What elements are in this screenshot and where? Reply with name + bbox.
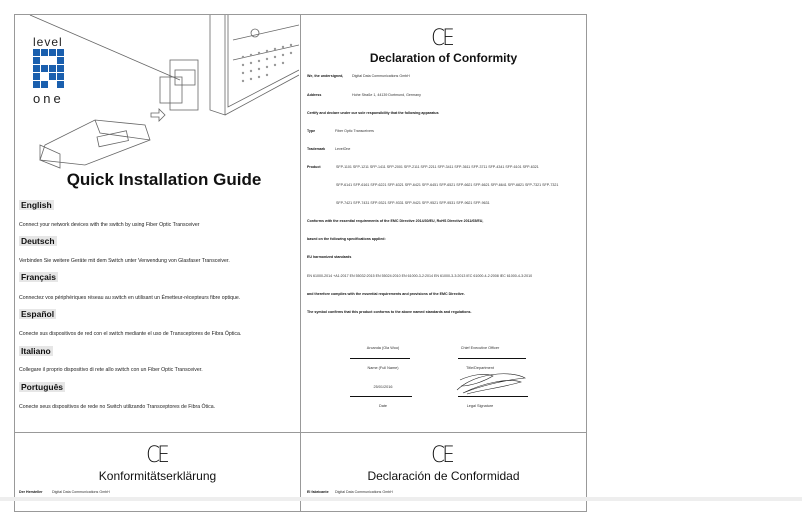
product-line: SFP-6141 SFP-6161 SFP-6221 SFP-6321 SFP-6421 SFP-6451 SFP-6521 SFP-6621 SFP-6621 SFP-6641 SFP-6821 SFP-7321 SFP-7321 bbox=[336, 183, 559, 187]
section-text-portugues: Conecte seus dispositivos de rede no Switch utilizando Transceptores de Fibra Ótica. bbox=[19, 404, 216, 410]
signature-line bbox=[458, 396, 528, 397]
legal-signature-caption: Legal Signature bbox=[466, 404, 494, 408]
type-value: Fiber Optic Transceivers bbox=[335, 129, 374, 133]
section-heading-portugues: Português bbox=[21, 382, 64, 392]
product-label: Product bbox=[307, 165, 321, 169]
conforms-text: Conforms with the essential requirements of the EMC Directive 2014/30/EU, RoHS Directive 2011/65/EU, bbox=[307, 219, 484, 223]
signature-line bbox=[350, 396, 412, 397]
handwritten-signature bbox=[455, 368, 530, 396]
type-label: Type bbox=[307, 129, 316, 133]
ce-mark: CE bbox=[146, 443, 168, 468]
declaration-title: Declaration of Conformity bbox=[369, 51, 518, 65]
hersteller-value: Digital Data Communications GmbH bbox=[52, 490, 110, 494]
logo-grid bbox=[33, 49, 65, 91]
section-text-english: Connect your network devices with the switch by using Fiber Optic Transceiver bbox=[19, 222, 200, 228]
section-text-deutsch: Verbinden Sie weitere Geräte mit dem Switch unter Verwendung von Glasfaser Transceiver. bbox=[19, 258, 230, 264]
konformitaet-title: Konformitätserklärung bbox=[98, 469, 217, 483]
address-label: Address bbox=[307, 93, 322, 97]
date-value: 25/01/2016 bbox=[373, 385, 393, 389]
hersteller-label: Der Hersteller bbox=[19, 490, 43, 494]
section-heading-italiano: Italiano bbox=[21, 346, 51, 356]
section-heading-deutsch: Deutsch bbox=[21, 236, 55, 246]
standards-text: EN 61000-2014 +A1:2017 EN 55032:2015 EN 55024:2010 EN 61000-3-2:2014 EN 61000-3-3:2013 IEC 61000-4-2:2008 IEC 61000-4-3:2010 bbox=[307, 274, 533, 278]
signature-line bbox=[350, 358, 410, 359]
we-value: Digital Data Communications GmbH bbox=[352, 74, 410, 78]
we-label: We, the undersigned, bbox=[307, 74, 344, 78]
section-text-italiano: Collegare il proprio dispositivo di rete allo switch con un Fiber Optic Transceiver. bbox=[19, 367, 203, 373]
section-text-espanol: Conecte sus dispositivos de red con el switch mediante el uso de Transceptores de Fibra Óptica. bbox=[19, 331, 242, 337]
date-caption: Date bbox=[378, 404, 388, 408]
bottom-gray-strip bbox=[0, 497, 802, 501]
title-value: Chief Executive Officer bbox=[460, 346, 500, 350]
trademark-value: LevelOne bbox=[335, 147, 351, 151]
therefore-text: and therefore complies with the essential requirements and provisions of the EMC Directive. bbox=[307, 292, 465, 296]
eu-harmonized-label: EU harmonized standards bbox=[307, 255, 352, 259]
logo-text-level: level bbox=[33, 35, 63, 49]
trademark-label: Trademark bbox=[307, 147, 326, 151]
ce-mark: CE bbox=[431, 443, 453, 468]
signature-line bbox=[458, 358, 526, 359]
symbol-text: The symbol confirms that this product conforms to the above named standards and regulations. bbox=[307, 310, 472, 314]
section-heading-francais: Français bbox=[21, 272, 56, 282]
guide-title: Quick Installation Guide bbox=[66, 170, 262, 189]
section-heading-espanol: Español bbox=[21, 309, 55, 319]
address-value: Hohe Straße 1, 44139 Dortmund, Germany bbox=[352, 93, 421, 97]
section-text-francais: Connectez vos périphériques réseau au switch en utilisant un Émetteur-récepteurs fibre optique. bbox=[19, 295, 241, 301]
title-caption: Title/Department bbox=[466, 366, 494, 370]
declaracion-title: Declaración de Conformidad bbox=[367, 469, 520, 483]
fabricante-value: Digital Data Communications GmbH bbox=[335, 490, 393, 494]
fabricante-label: El fabricante bbox=[307, 490, 329, 494]
logo-text-one: one bbox=[33, 91, 64, 106]
based-on-text: based on the following specifications applied: bbox=[307, 237, 386, 241]
certify-text: Certify and declare under our sole responsibility that the following apparatus bbox=[307, 111, 439, 115]
ce-mark: CE bbox=[431, 26, 453, 51]
product-line: SFP-7421 SFP-7431 SFP-9321 SFP-9331 SFP-9421 SFP-9521 SFP-9531 SFP-9621 SFP-9631 bbox=[336, 201, 490, 205]
product-line: SFP-1101 SFP-1211 SFP-1411 SFP-2001 SFP-2111 SFP-2211 SFP-3411 SFP-3611 SFP-3711 SFP-4341 SFP-6101 SFP-6321 bbox=[336, 165, 539, 169]
name-caption: Name (Full Name) bbox=[367, 366, 399, 370]
signature-place: Arcanda (Ola Woo) bbox=[366, 346, 400, 350]
section-heading-english: English bbox=[21, 200, 52, 210]
